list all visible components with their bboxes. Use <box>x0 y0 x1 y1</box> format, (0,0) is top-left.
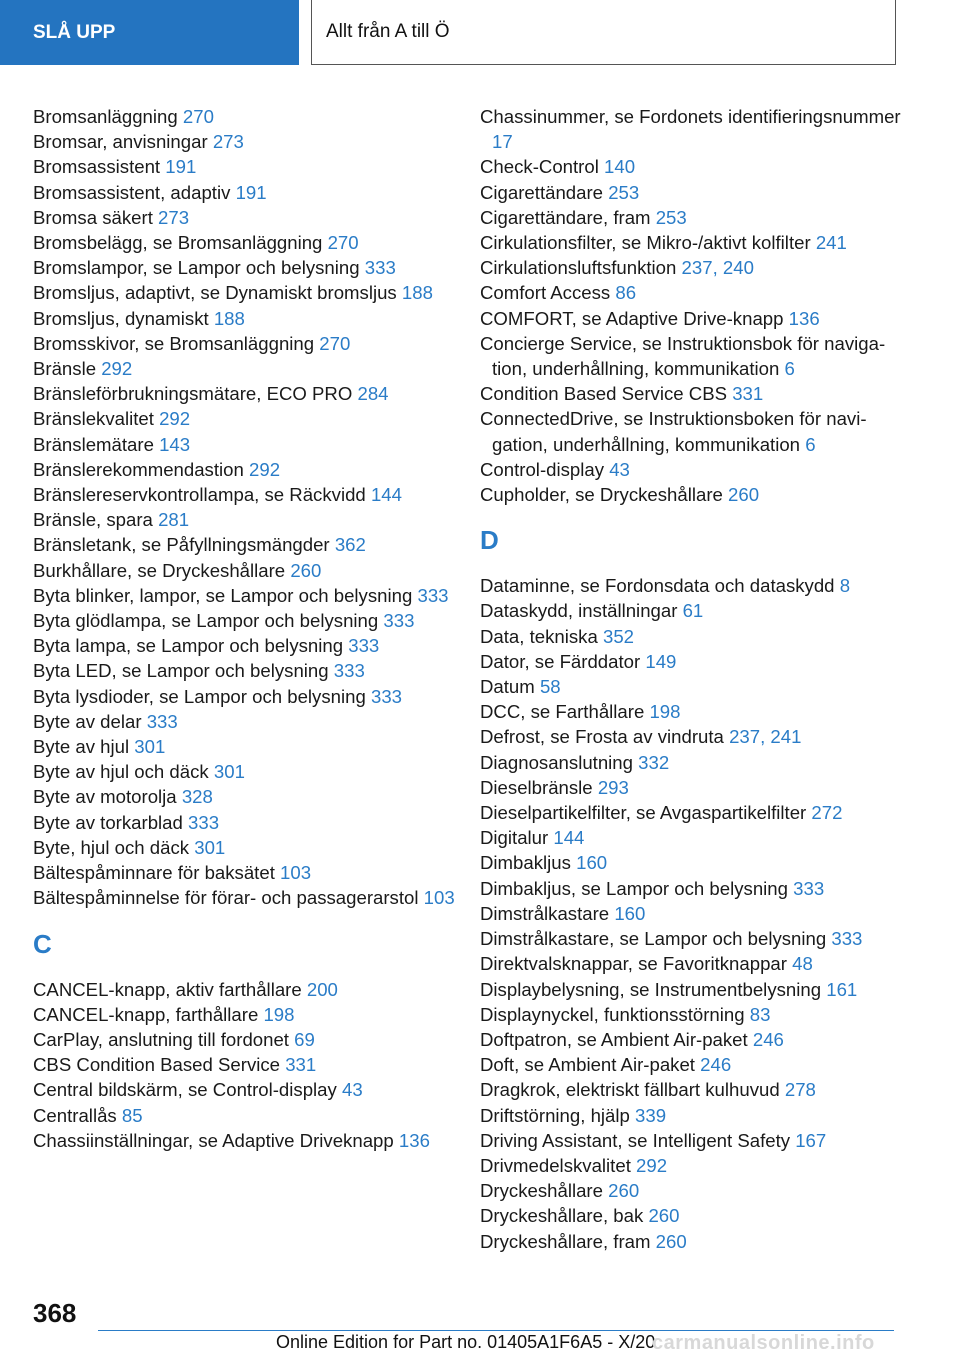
index-entry-text: Dimstrålkastare, se Lampor och belysning <box>480 928 827 950</box>
index-entry <box>33 558 463 583</box>
index-page-link[interactable]: 43 <box>341 1079 363 1101</box>
index-page-link[interactable]: 273 <box>212 131 244 153</box>
index-entry <box>480 406 910 456</box>
index-entry-text: Bromsar, anvisningar <box>33 131 208 153</box>
index-page-link[interactable]: 160 <box>614 902 646 924</box>
index-entry-text: Cigarettändare <box>480 181 604 203</box>
index-entry <box>480 1203 910 1228</box>
index-entry <box>33 759 463 784</box>
index-page-link[interactable]: 188 <box>401 282 433 304</box>
index-entry-text: Bromsskivor, se Bromsanläggning <box>33 332 315 354</box>
index-entry <box>33 129 463 154</box>
index-entry-text: Bromsbelägg, se Bromsanläggning <box>33 232 323 254</box>
index-entry-text: Bränslemätare <box>33 433 154 455</box>
index-page-link[interactable]: 333 <box>793 877 825 899</box>
index-entry-text: Byte av delar <box>33 710 142 732</box>
index-entry <box>33 507 463 532</box>
index-entry <box>33 977 463 1002</box>
index-page-link[interactable]: 61 <box>682 600 704 622</box>
index-entry <box>480 750 910 775</box>
index-entry <box>480 331 910 381</box>
index-page-link[interactable]: 253 <box>608 181 640 203</box>
index-page-link[interactable]: 167 <box>795 1129 827 1151</box>
section-tab <box>0 0 299 65</box>
index-entry <box>33 331 463 356</box>
index-page-link[interactable]: 292 <box>159 408 191 430</box>
index-page-link[interactable]: 48 <box>792 953 813 975</box>
index-entry <box>33 104 463 129</box>
index-page-link[interactable]: 292 <box>101 358 133 380</box>
index-entry-text: Diagnosanslutning <box>480 751 633 773</box>
index-page-link[interactable]: 292 <box>249 458 281 480</box>
index-entry-text: Dimbakljus <box>480 852 571 874</box>
index-entry-text: Cigarettändare, fram <box>480 206 651 228</box>
index-entry-text: CANCEL-knapp, farthållare <box>33 1003 259 1025</box>
index-page-link[interactable]: 144 <box>553 827 585 849</box>
index-entry-text: Chassinummer, se Fordonets identifieringsnummer <box>480 106 901 127</box>
index-entry <box>480 255 910 280</box>
index-entry <box>33 205 463 230</box>
index-entry-text: CBS Condition Based Service <box>33 1054 281 1076</box>
index-entry-text: Dryckeshållare <box>480 1180 603 1202</box>
index-entry <box>480 230 910 255</box>
index-entry <box>480 1229 910 1254</box>
index-entry <box>33 583 463 608</box>
index-page-link[interactable]: 270 <box>319 332 351 354</box>
index-entry-text: Central bildskärm, se Control-display <box>33 1079 337 1101</box>
index-entry <box>33 532 463 557</box>
index-entry <box>33 180 463 205</box>
index-entry <box>480 381 910 406</box>
index-entry-text: Drivmedelskvalitet <box>480 1154 631 1176</box>
index-page-link[interactable]: 333 <box>188 811 220 833</box>
index-entry <box>33 280 463 305</box>
index-entry-text: Doftpatron, se Ambient Air-paket <box>480 1028 748 1050</box>
index-page-link[interactable]: 58 <box>539 676 561 698</box>
index-page-link[interactable]: 293 <box>597 776 629 798</box>
index-entry-text: Dimbakljus, se Lampor och belysning <box>480 877 788 899</box>
index-page-link[interactable]: 260 <box>608 1180 640 1202</box>
index-page-link[interactable]: 301 <box>213 761 245 783</box>
index-page-link[interactable]: 270 <box>327 232 359 254</box>
index-page-link[interactable]: 136 <box>398 1129 430 1151</box>
index-entry <box>33 1077 463 1102</box>
index-entry <box>33 658 463 683</box>
index-entry-text: CANCEL-knapp, aktiv farthållare <box>33 978 302 1000</box>
index-entry-text: Centrallås <box>33 1104 117 1126</box>
index-entry-text: Bromsa säkert <box>33 206 153 228</box>
index-entry <box>480 598 910 623</box>
footer-divider <box>98 1330 894 1331</box>
index-page-link[interactable]: 292 <box>636 1154 668 1176</box>
index-page-link[interactable]: 333 <box>348 635 380 657</box>
index-entry-text: Cupholder, se Dryckeshållare <box>480 484 723 506</box>
index-entry-text: Datum <box>480 676 535 698</box>
index-entry-text: Bränsletank, se Påfyllningsmängder <box>33 534 330 556</box>
index-entry <box>480 1103 910 1128</box>
index-page-link[interactable]: 253 <box>655 206 687 228</box>
index-entry <box>480 1077 910 1102</box>
index-page-link[interactable]: 69 <box>294 1028 315 1050</box>
index-entry-text: Bromsljus, dynamiskt <box>33 307 209 329</box>
index-entry-text: Displaynyckel, funktionsstörning <box>480 1003 745 1025</box>
index-entry <box>33 1103 463 1128</box>
index-entry <box>33 1027 463 1052</box>
index-entry-text: Bränslerekommendastion <box>33 458 244 480</box>
index-entry <box>480 482 910 507</box>
index-entry-text: Byta lampa, se Lampor och belysning <box>33 635 344 657</box>
index-entry <box>33 255 463 280</box>
index-entry <box>33 885 463 910</box>
index-page-link[interactable]: 246 <box>752 1028 784 1050</box>
index-entry <box>480 205 910 230</box>
index-page-link[interactable]: 278 <box>784 1079 816 1101</box>
index-entry <box>33 860 463 885</box>
index-page-link[interactable]: 140 <box>604 156 636 178</box>
index-entry <box>33 709 463 734</box>
index-entry <box>33 482 463 507</box>
index-entry-text: Dataskydd, inställningar <box>480 600 678 622</box>
index-page-link[interactable]: 352 <box>603 625 635 647</box>
index-entry-text: Byte av hjul och däck <box>33 761 209 783</box>
index-entry <box>33 230 463 255</box>
index-entry <box>480 1178 910 1203</box>
index-entry-text: Byte av motorolja <box>33 786 177 808</box>
index-page-link[interactable]: 301 <box>134 736 166 758</box>
index-entry <box>480 1027 910 1052</box>
index-entry-text: Doft, se Ambient Air-paket <box>480 1054 695 1076</box>
index-page-link[interactable]: 161 <box>826 978 858 1000</box>
index-entry-text: Burkhållare, se Dryckeshållare <box>33 559 286 581</box>
index-entry-text: Byta LED, se Lampor och belysning <box>33 660 329 682</box>
index-entry-text: Chassiinställningar, se Adaptive Driveknapp <box>33 1129 394 1151</box>
index-letter-heading: D <box>480 525 499 556</box>
index-entry <box>33 784 463 809</box>
index-entry-text: Bromsassistent, adaptiv <box>33 181 231 203</box>
index-entry-text: Bränsle, spara <box>33 509 153 531</box>
index-page-link[interactable]: 331 <box>285 1054 317 1076</box>
index-page-link[interactable]: 160 <box>576 852 608 874</box>
index-page-link[interactable]: 144 <box>370 484 402 506</box>
index-entry-text: Control-display <box>480 458 605 480</box>
index-page-link[interactable]: 301 <box>194 836 226 858</box>
index-page-link[interactable]: 260 <box>728 484 760 506</box>
index-page-link[interactable]: 333 <box>333 660 365 682</box>
index-entry <box>33 608 463 633</box>
index-page-link[interactable]: 86 <box>615 282 637 304</box>
index-entry <box>33 684 463 709</box>
chapter-title: Allt från A till Ö <box>326 21 450 42</box>
index-entry-text: Byta blinker, lampor, se Lampor och belysning <box>33 584 413 606</box>
index-entry <box>480 154 910 179</box>
index-page-link[interactable]: 331 <box>732 383 764 405</box>
index-entry <box>480 850 910 875</box>
index-entry <box>33 1128 463 1153</box>
index-entry-text: Driving Assistant, se Intelligent Safety <box>480 1129 791 1151</box>
index-entry-text: Bromslampor, se Lampor och belysning <box>33 257 360 279</box>
index-entry-text: Dataminne, se Fordonsdata och dataskydd <box>480 575 835 597</box>
index-entry <box>480 104 910 154</box>
index-entry <box>480 1153 910 1178</box>
index-entry-text: Dryckeshållare, fram <box>480 1230 651 1252</box>
index-page-link[interactable]: 281 <box>158 509 190 531</box>
index-page-link[interactable]: 272 <box>811 802 843 824</box>
index-entry <box>33 356 463 381</box>
index-entry <box>480 699 910 724</box>
index-entry <box>33 306 463 331</box>
index-entry <box>480 280 910 305</box>
index-entry-text: Condition Based Service CBS <box>480 383 728 405</box>
index-entry <box>480 977 910 1002</box>
index-entry-text: Byta lysdioder, se Lampor och belysning <box>33 685 366 707</box>
index-page-link[interactable]: 333 <box>831 928 863 950</box>
index-page-link[interactable]: 332 <box>638 751 670 773</box>
index-entry-text: DCC, se Farthållare <box>480 701 645 723</box>
index-entry <box>480 649 910 674</box>
index-entry-text: Concierge Service, se Instruktionsbok för navigation, underhållning, kommunikation <box>480 332 886 380</box>
index-entry-text: Byte av torkarblad <box>33 811 183 833</box>
index-page-link[interactable]: 328 <box>181 786 213 808</box>
index-page-link[interactable]: 8 <box>839 575 851 597</box>
index-page-link[interactable]: 191 <box>165 156 197 178</box>
index-entry <box>33 810 463 835</box>
index-entry-text: Byta glödlampa, se Lampor och belysning <box>33 610 379 632</box>
index-page-link[interactable]: 136 <box>788 307 820 329</box>
index-entry-text: Defrost, se Frosta av vindruta <box>480 726 724 748</box>
index-entry <box>33 1002 463 1027</box>
index-page-link[interactable]: 43 <box>609 458 630 480</box>
index-entry-text: Driftstörning, hjälp <box>480 1104 630 1126</box>
index-page-link[interactable]: 273 <box>158 206 190 228</box>
index-entry-text: CarPlay, anslutning till fordonet <box>33 1028 289 1050</box>
index-entry <box>480 1128 910 1153</box>
index-page-link[interactable]: 362 <box>334 534 366 556</box>
index-page-link[interactable]: 333 <box>364 257 396 279</box>
index-page-link[interactable]: 149 <box>645 650 677 672</box>
index-entry <box>480 573 910 598</box>
index-entry-text: Dragkrok, elektriskt fällbart kulhuvud <box>480 1079 780 1101</box>
index-entry <box>33 457 463 482</box>
index-entry-text: Displaybelysning, se Instrumentbelysning <box>480 978 822 1000</box>
index-entry-text: Bromsljus, adaptivt, se Dynamiskt bromsljus <box>33 282 397 304</box>
index-page-link[interactable]: 284 <box>357 383 389 405</box>
index-page-link[interactable]: 17 <box>492 131 513 153</box>
index-page-link[interactable]: 241 <box>815 232 847 254</box>
index-page-link[interactable]: 260 <box>648 1205 680 1227</box>
index-letter-heading: C <box>33 928 52 959</box>
index-entry-text: Bromsanläggning <box>33 106 178 127</box>
index-page-link[interactable]: 143 <box>159 433 191 455</box>
index-entry <box>480 180 910 205</box>
index-page-link[interactable]: 237, 241 <box>729 726 802 748</box>
index-page-link[interactable]: 333 <box>146 710 178 732</box>
index-page-link[interactable]: 198 <box>649 701 681 723</box>
index-page-link[interactable]: 333 <box>383 610 415 632</box>
index-entry-text: Bältespåminnare för baksätet <box>33 862 275 884</box>
index-entry <box>480 1052 910 1077</box>
index-entry <box>33 1052 463 1077</box>
index-page-link[interactable]: 237, 240 <box>681 257 754 279</box>
edition-text: Online Edition for Part no. 01405A1F6A5 - X/20 <box>276 1332 656 1352</box>
index-entry <box>480 951 910 976</box>
index-page-link[interactable]: 83 <box>749 1003 771 1025</box>
index-entry-text: Dryckeshållare, bak <box>480 1205 644 1227</box>
index-page-link[interactable]: 200 <box>306 978 338 1000</box>
section-label: SLÅ UPP <box>33 21 116 43</box>
index-entry <box>480 825 910 850</box>
index-page-link[interactable]: 339 <box>635 1104 667 1126</box>
index-page-link[interactable]: 103 <box>280 862 312 884</box>
index-entry <box>480 926 910 951</box>
index-entry-text: Bränslereservkontrollampa, se Räckvidd <box>33 484 366 506</box>
index-entry-text: Dimstrålkastare <box>480 902 610 924</box>
index-entry <box>33 406 463 431</box>
index-entry <box>480 724 910 749</box>
index-page-link[interactable]: 270 <box>182 106 214 127</box>
index-entry <box>480 876 910 901</box>
index-entry <box>480 457 910 482</box>
index-entry-text: Cirkulationsluftsfunktion <box>480 257 677 279</box>
index-entry-text: Byte, hjul och däck <box>33 836 190 858</box>
index-entry-text: Data, tekniska <box>480 625 598 647</box>
index-entry-text: Bromsassistent <box>33 156 161 178</box>
index-entry <box>480 624 910 649</box>
index-entry <box>33 381 463 406</box>
page-number: 368 <box>33 1298 77 1328</box>
index-entry <box>480 674 910 699</box>
index-entry-text: Bältespåminnelse för förar- och passagerarstol <box>33 887 419 909</box>
index-entry <box>480 1002 910 1027</box>
index-entry-text: Cirkulationsfilter, se Mikro-/aktivt kolfilter <box>480 232 811 254</box>
index-page-link[interactable]: 198 <box>263 1003 295 1025</box>
index-page-link[interactable]: 6 <box>784 358 795 380</box>
index-entry-text: Bränslekvalitet <box>33 408 154 430</box>
index-page-link[interactable]: 191 <box>235 181 267 203</box>
index-entry <box>33 734 463 759</box>
index-entry <box>33 835 463 860</box>
index-page-link[interactable]: 6 <box>805 433 816 455</box>
index-entry <box>480 800 910 825</box>
index-entry <box>480 306 910 331</box>
index-column-left <box>33 104 463 1153</box>
index-entry <box>480 901 910 926</box>
index-page-link[interactable]: 246 <box>700 1054 732 1076</box>
index-entry-text: Bränsle <box>33 358 97 380</box>
index-entry <box>33 154 463 179</box>
index-page-link[interactable]: 260 <box>290 559 322 581</box>
index-entry <box>33 633 463 658</box>
index-entry-text: COMFORT, se Adaptive Drive-knapp <box>480 307 784 329</box>
index-entry-text: Digitalur <box>480 827 549 849</box>
index-page-link[interactable]: 85 <box>121 1104 143 1126</box>
index-entry-text: Byte av hjul <box>33 736 130 758</box>
chapter-title-box <box>311 0 896 65</box>
watermark: carmanualsonline.info <box>652 1332 875 1354</box>
index-entry-text: Dieselbränsle <box>480 776 593 798</box>
index-entry-text: Bränsleförbrukningsmätare, ECO PRO <box>33 383 353 405</box>
index-entry-text: Direktvalsknappar, se Favoritknappar <box>480 953 787 975</box>
index-page-link[interactable]: 103 <box>423 887 455 909</box>
index-entry-text: ConnectedDrive, se Instruktionsboken för navigation, underhållning, kommunikation <box>480 408 867 455</box>
index-entry <box>480 775 910 800</box>
index-entry-text: Dator, se Färddator <box>480 650 641 672</box>
index-page-link[interactable]: 333 <box>370 685 403 707</box>
index-column-right <box>480 104 910 1254</box>
index-page-link[interactable]: 333 <box>417 584 449 606</box>
index-entry <box>33 432 463 457</box>
index-entry-text: Check-Control <box>480 156 599 178</box>
index-page-link[interactable]: 260 <box>655 1230 687 1252</box>
index-page-link[interactable]: 188 <box>213 307 245 329</box>
index-entry-text: Dieselpartikelfilter, se Avgaspartikelfilter <box>480 802 807 824</box>
index-entry-text: Comfort Access <box>480 282 611 304</box>
